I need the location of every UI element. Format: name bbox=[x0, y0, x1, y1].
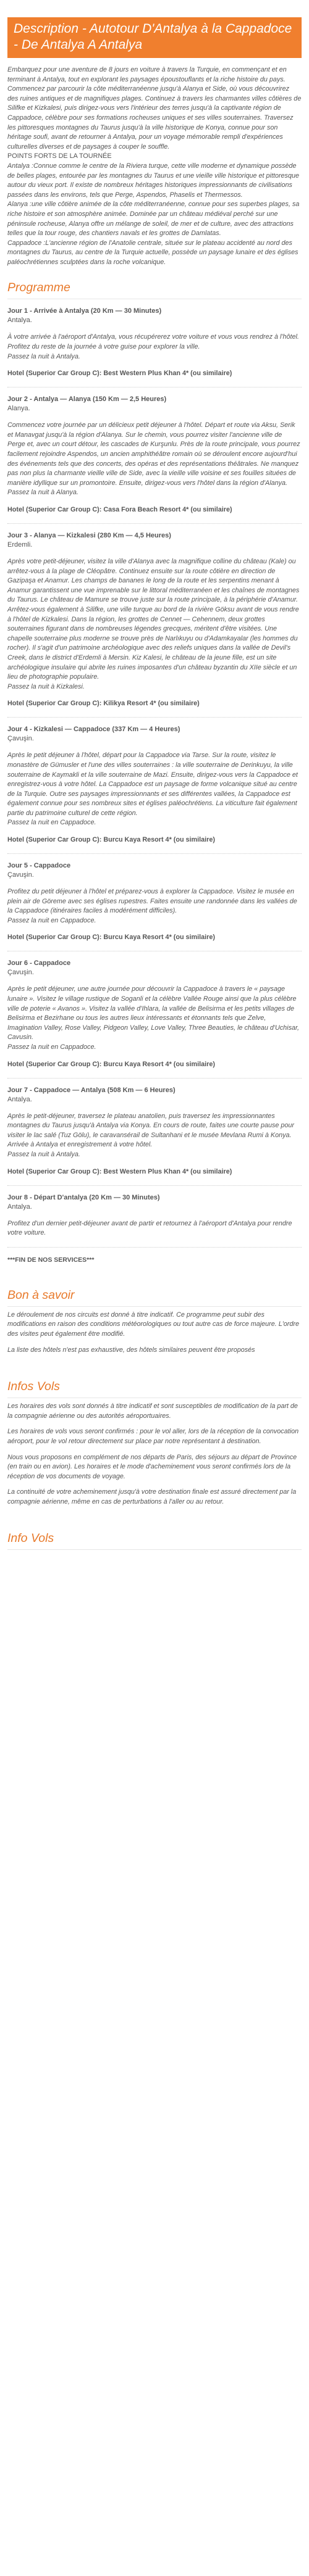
points-forts-heading: POINTS FORTS DE LA TOURNÉE bbox=[7, 152, 112, 160]
programme-heading: Programme bbox=[7, 281, 302, 299]
day-hotel: Hotel (Superior Car Group C): Burcu Kaya Resort 4* (ou similaire) bbox=[7, 836, 215, 844]
day-description: À votre arrivée à l'aéroport d'Antalya, vous récupérerez votre voiture et vous vous rendrez à l'hôtel. Profitez du reste de la journée à votre guise pour explorer la ville. bbox=[7, 333, 299, 351]
day-divider bbox=[7, 1185, 302, 1186]
day-overnight: Passez la nuit à Kizkalesi. bbox=[7, 682, 85, 690]
programme-day bbox=[7, 1086, 302, 1186]
day-description: Après le petit déjeuner, une autre journée pour découvrir la Cappadoce à travers le « paysage lunaire ». Visitez le village rustique de Soganli et la célèbre Vallée Rouge ainsi que la plus célèbre ville de poterie « Avanos ». Visitez la vallée d'Ihlara, la vallée de Belisirma et les petits villages de Belisirma et Bezirhane ou tous les autres lieux intéressants et étonnants tels que Zelve, Imagination Valley, Rose Valley, Pidgeon Valley, Love Valley, Three Beauties, le château d'Uchisar, Cavusin. bbox=[7, 985, 299, 1042]
day-description: Après le petit déjeuner à l'hôtel, départ pour la Cappadoce via Tarse. Sur la route, visitez le monastère de Gümusler et l'une des villes souterraines : la ville souterraine de Derinkuyu, la ville souterraine de Kaymakli et la ville souterraine de Mazi. Ensuite, dirigez-vous vers la Cappadoce et enregistrez-vous à votre hôtel. La Cappadoce est un paysage de forme volcanique situé au centre de la Turquie. Outre ses paysages impressionnants et ses différentes vallées, la Cappadoce est également connue pour ses nombreux sites et églises paléochrétiens. La viticulture fait également partie du patrimoine culturel de cette région. bbox=[7, 752, 298, 817]
day-hotel: Hotel (Superior Car Group C): Burcu Kaya Resort 4* (ou similaire) bbox=[7, 934, 215, 942]
day-overnight: Passez la nuit à Alanya. bbox=[7, 489, 78, 497]
highlight-cappadoce: Cappadoce :L'ancienne région de l'Anatolie centrale, située sur le plateau accidenté au nord des montagnes du Taurus, au centre de la Turquie actuelle, possède un paysage lunaire et des églises paléochrétiennes sculptées dans la roche volcanique. bbox=[7, 239, 298, 266]
day-description: Profitez d'un dernier petit-déjeuner avant de partir et retournez à l'aéroport d'Antalya pour rendre votre voiture. bbox=[7, 1219, 292, 1237]
day-divider bbox=[7, 717, 302, 718]
infos-vols-text bbox=[7, 1402, 302, 1507]
bon-a-savoir-paragraph: La liste des hôtels n'est pas exhaustive, des hôtels similaires peuvent être proposés bbox=[7, 1346, 255, 1354]
day-hotel: Hotel (Superior Car Group C): Casa Fora Beach Resort 4* (ou similaire) bbox=[7, 506, 232, 513]
highlight-antalya: Antalya :Connue comme le centre de la Riviera turque, cette ville moderne et dynamique possède de belles plages, entourée par les montagnes du Taurus et une vieille ville historique et pittoresque autour du vieux port. Il existe de nombreux héritages historiques impressionnants de civilisations passées dans les environs, tels que Perge, Aspendos, Phaselis et Thermessos. bbox=[7, 162, 299, 199]
day-title: Jour 8 - Départ D'antalya (20 Km — 30 Minutes) bbox=[7, 1193, 160, 1201]
day-overnight: Passez la nuit à Antalya. bbox=[7, 352, 80, 360]
day-title: Jour 5 - Cappadoce bbox=[7, 862, 71, 870]
day-overnight: Passez la nuit en Cappadoce. bbox=[7, 1043, 96, 1051]
programme-day bbox=[7, 1193, 302, 1248]
day-location: Alanya. bbox=[7, 405, 30, 413]
day-overnight: Passez la nuit en Cappadoce. bbox=[7, 819, 96, 827]
infos-vols-paragraph: Les horaires de vols vous seront confirmés : pour le vol aller, lors de la réception de la convocation aéroport, pour le vol retour directement sur place par notre représentant à destination. bbox=[7, 1428, 299, 1445]
day-location: Çavuşin. bbox=[7, 735, 34, 743]
infos-vols-paragraph: Nous vous proposons en complément de nos départs de Paris, des séjours au départ de Province (en train ou en avion). Les horaires et le mode d'acheminement vous seront confirmés lors de la réception de vos documents de voyage. bbox=[7, 1453, 297, 1480]
programme-day bbox=[7, 395, 302, 524]
day-title: Jour 7 - Cappadoce — Antalya (508 Km — 6 Heures) bbox=[7, 1086, 176, 1094]
programme-day bbox=[7, 861, 302, 951]
day-hotel: Hotel (Superior Car Group C): Best Western Plus Khan 4* (ou similaire) bbox=[7, 370, 232, 378]
day-divider bbox=[7, 1078, 302, 1079]
day-hotel: Hotel (Superior Car Group C): Kilikya Resort 4* (ou similaire) bbox=[7, 700, 200, 708]
day-overnight: Passez la nuit en Cappadoce. bbox=[7, 916, 96, 924]
day-description: Commencez votre journée par un délicieux petit déjeuner à l'hôtel. Départ et route via Aksu, Serik et Manavgat jusqu'à la région d'Alanya. Sur le chemin, vous pourrez visiter l'ancienne ville de Perge et, avec un court détour, les cascades de Kurşunlu. Près de la route principale, vous pourrez facilement rejoindre Aspendos, un ancien amphithéâtre romain où se déroulent encore aujourd'hui des événements tels que des concerts, des opéras et des représentations théâtrales. Ne manquez pas non plus la charmante vieille ville de Side, avec la vieille ville voisine et ses fouilles situées de manière idyllique sur un promontoire. Ensuite, dirigez-vous vers l'hôtel dans la région d'Alanya. bbox=[7, 421, 300, 487]
programme-day bbox=[7, 307, 302, 387]
day-location: Erdemli. bbox=[7, 541, 33, 549]
bon-a-savoir-paragraph: Le déroulement de nos circuits est donné à titre indicatif. Ce programme peut subir des modifications en raison des conditions météorologiques ou tout autre cas de force majeure. L'ordre des visites peut également être modifié. bbox=[7, 1311, 299, 1338]
day-title: Jour 6 - Cappadoce bbox=[7, 959, 71, 967]
day-description: Après votre petit-déjeuner, visitez la ville d'Alanya avec la magnifique colline du château (Kale) ou arrêtez-vous à la plage de Cléopâtre. Continuez ensuite sur la route côtière en direction de Gazipaşa et Anamur. Les champs de bananes le long de la route et les serpentins menant à Anamur garantissent une vue imprenable sur le littoral méditerranéen et les chaînes de montagnes du Taurus. Le château de Mamure se trouve juste sur la route principale, à la périphérie d'Anamur. Arrêtez-vous également à Silifke, une ville turque au bord de la rivière Göksu avant de vous rendre à l'hôtel de Kizkalesi. Dans la région, les grottes de Cennet — Cehennem, deux grottes souterraines figurant dans de nombreuses légendes grecques, méritent d'être visitées. Une chapelle souterraine plus moderne se trouve près de Narlıkuyu ou d'Adamkayalar (les hommes du rocher). Il s'agit d'un patrimoine archéologique avec des reliefs uniques dans la vallée de Devil's Creek, dans le district d'Erdemli à Mersin. Kiz Kalesi, le château de la jeune fille, est un site archéologique insulaire qui abrite les ruines imposantes d'un château byzantin du XIIe siècle et un lieu de photographie populaire. bbox=[7, 558, 300, 681]
day-location: Çavuşin. bbox=[7, 969, 34, 977]
intro-section bbox=[7, 65, 302, 267]
day-description: Après le petit-déjeuner, traversez le plateau anatolien, puis traversez les impressionnantes montagnes du Taurus jusqu'à Antalya via Konya. En cours de route, faites une courte pause pour visiter le lac salé (Tuz Gölu), le caravansérail de Sultanhani et le musée Mevlana Rumi à Konya. Arrivée à Antalya et enregistrement à votre hôtel. bbox=[7, 1112, 295, 1149]
day-location: Antalya. bbox=[7, 1095, 32, 1103]
highlight-alanya: Alanya :une ville côtière animée de la côte méditerranéenne, connue pour ses superbes plages, sa riche histoire et son atmosphère animée. Dominée par un château médiéval perché sur une péninsule rocheuse, Alanya offre un mélange de soleil, de mer et de culture, avec des attractions telles que la tour rouge, des chantiers navals et les grottes de Damlatas. bbox=[7, 201, 300, 238]
day-location: Antalya. bbox=[7, 317, 32, 325]
infos-vols-heading: Infos Vols bbox=[7, 1380, 302, 1398]
intro-paragraph: Embarquez pour une aventure de 8 jours en voiture à travers la Turquie, en commençant et en terminant à Antalya, tout en explorant les paysages époustouflants et la riche histoire du pays. Commencez par parcourir la côte méditerranéenne jusqu'à Alanya et Side, où vous découvrirez des ruines antiques et de magnifiques plages. Continuez à travers les charmantes villes côtières de Silifke et Kizkalesi, puis dirigez-vous vers l'intérieur des terres jusqu'à la captivante région de Cappadoce, célèbre pour ses formations rocheuses uniques et ses villes souterraines. Traversez les pittoresques montagnes du Taurus jusqu'à la ville historique de Konya, connue pour son héritage soufi, avant de retourner à Antalya, pour un voyage mémorable rempli d'expériences culturelles diverses et de paysages à couper le souffle. bbox=[7, 66, 302, 151]
day-title: Jour 3 - Alanya — Kizkalesi (280 Km — 4,5 Heures) bbox=[7, 532, 171, 539]
day-hotel: Hotel (Superior Car Group C): Best Western Plus Khan 4* (ou similaire) bbox=[7, 1167, 232, 1175]
day-location: Antalya. bbox=[7, 1203, 32, 1211]
programme-day bbox=[7, 531, 302, 718]
bon-a-savoir-heading: Bon à savoir bbox=[7, 1288, 302, 1307]
day-divider bbox=[7, 523, 302, 524]
day-description: Profitez du petit déjeuner à l'hôtel et préparez-vous à explorer la Cappadoce. Visitez le musée en plein air de Göreme avec ses églises rupestres. Faites ensuite une randonnée dans les vallées de la Cappadoce (itinéraires faciles à modérément difficiles). bbox=[7, 888, 297, 915]
info-vols-heading: Info Vols bbox=[7, 1531, 302, 1550]
programme-day bbox=[7, 959, 302, 1078]
end-of-services-note: ***FIN DE NOS SERVICES*** bbox=[7, 1256, 95, 1264]
day-hotel: Hotel (Superior Car Group C): Burcu Kaya Resort 4* (ou similaire) bbox=[7, 1060, 215, 1068]
programme-day bbox=[7, 725, 302, 854]
day-divider bbox=[7, 1247, 302, 1248]
day-divider bbox=[7, 853, 302, 854]
day-title: Jour 2 - Antalya — Alanya (150 Km — 2,5 Heures) bbox=[7, 396, 167, 404]
day-title: Jour 4 - Kizkalesi — Cappadoce (337 Km — 4 Heures) bbox=[7, 726, 180, 734]
day-location: Çavuşin. bbox=[7, 871, 34, 879]
day-overnight: Passez la nuit à Antalya. bbox=[7, 1150, 80, 1158]
day-title: Jour 1 - Arrivée à Antalya (20 Km — 30 Minutes) bbox=[7, 307, 162, 315]
infos-vols-paragraph: Les horaires des vols sont donnés à titre indicatif et sont susceptibles de modification de la part de la compagnie aérienne ou des autorités aéroportuaires. bbox=[7, 1402, 298, 1420]
bon-a-savoir-text bbox=[7, 1311, 302, 1355]
page-title: Description - Autotour D'Antalya à la Cappadoce - De Antalya A Antalya bbox=[7, 17, 302, 58]
infos-vols-paragraph: La continuité de votre acheminement jusqu'à votre destination finale est assuré directement par la compagnie aérienne, même en cas de perturbations à l'aller ou au retour. bbox=[7, 1488, 297, 1505]
programme-days bbox=[7, 307, 302, 1247]
